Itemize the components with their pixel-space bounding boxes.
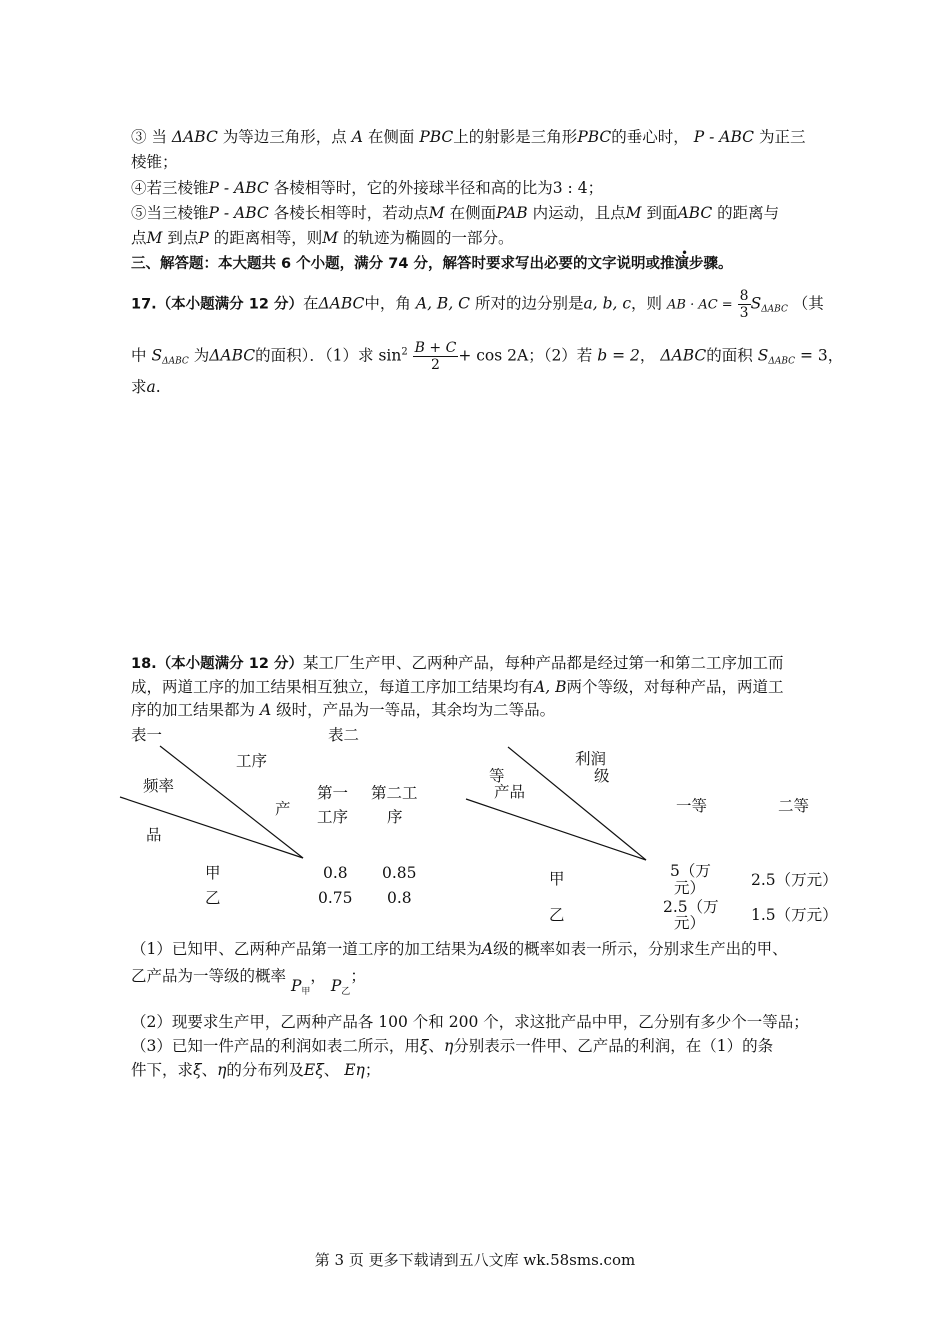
math: η — [443, 1037, 454, 1055]
math: S — [151, 346, 163, 365]
text: ， — [827, 346, 844, 365]
text: ； — [350, 967, 366, 985]
table2-header-deng: 等 — [489, 767, 505, 785]
text: 件下，求 — [131, 1061, 194, 1079]
table2-row-name: 甲 — [549, 870, 565, 888]
math: 3 : 4 — [552, 179, 588, 197]
math: P - ABC — [208, 204, 269, 222]
question-number: 18. — [131, 656, 157, 672]
math: a, b, c — [583, 294, 632, 313]
text: . — [155, 378, 161, 396]
text: 各棱长相等时，若动点 — [273, 204, 429, 222]
text: ； — [364, 1061, 381, 1079]
subscript: ΔABC — [162, 356, 189, 367]
text: 点 — [131, 229, 147, 247]
denominator: 2 — [431, 357, 440, 373]
table2-cell: 1.5（万元） — [751, 906, 838, 924]
text: 、 — [428, 1037, 444, 1055]
math: ΔABC — [660, 346, 707, 365]
text: 为等边三角形，点 — [222, 128, 347, 146]
text: 的距离相等，则 — [213, 229, 323, 247]
text: 的面积 — [706, 346, 753, 365]
math: A, B — [534, 678, 567, 696]
table1-row-name: 甲 — [205, 864, 221, 882]
text: 求 — [131, 378, 147, 396]
table2-cell: 5（万 — [670, 862, 711, 880]
math: sin — [378, 346, 402, 365]
text: 在侧面 — [367, 128, 415, 146]
text: 的距离与 — [717, 204, 780, 222]
table2-row-name: 乙 — [549, 906, 565, 924]
text: 在侧面 — [449, 204, 497, 222]
text: ； — [587, 179, 604, 197]
text: （其 — [792, 294, 824, 313]
math: S — [750, 294, 762, 313]
text: （3）已知一件产品的利润如表二所示，用 — [131, 1037, 420, 1055]
circle-number: ⑤ — [131, 204, 147, 222]
table1-row-name: 乙 — [205, 889, 221, 907]
math: P — [198, 229, 209, 247]
table2-header-lirun: 利润 — [575, 750, 607, 768]
table2-cell: 元） — [674, 879, 706, 897]
text: 序的加工结果都为 — [131, 701, 256, 719]
text: 若三棱锥 — [146, 179, 209, 197]
text: 的面积）．（1）求 — [255, 346, 374, 365]
text: 上的射影是三角形 — [453, 128, 578, 146]
table1-header-pinlv: 频率 — [143, 777, 175, 795]
text: 为正三 — [758, 128, 806, 146]
table1-header-gongxu: 工序 — [236, 752, 268, 770]
page-footer: 第 3 页 更多下载请到五八文库 wk.58sms.com — [314, 1251, 636, 1269]
section-3-heading: 三、解答题：本大题共 6 个小题，满分 74 分，解答时要求写出必要的文字说明或推演步骤。 — [131, 256, 733, 272]
text: 的分布列及 — [226, 1061, 304, 1079]
math: + cos 2A — [458, 346, 529, 365]
text: 中，角 — [364, 294, 411, 313]
math: ξ — [193, 1061, 202, 1079]
math: a — [146, 378, 156, 396]
math: PBC — [577, 128, 612, 146]
circle-number: ④ — [131, 179, 147, 197]
math: A — [481, 940, 494, 958]
text: ， — [639, 346, 656, 365]
text: 内运动，且点 — [532, 204, 626, 222]
subscript: ΔABC — [761, 304, 788, 315]
text: ，则 — [631, 294, 663, 313]
text: 的轨迹为椭圆的一部分。 — [343, 229, 514, 247]
math: b = 2 — [597, 346, 640, 365]
text: 某工厂生产甲、乙两种产品，每种产品都是经过第一和第二工序加工而 — [302, 654, 784, 672]
table2-cell: 2.5（万元） — [751, 871, 838, 889]
numerator: 8 — [739, 288, 749, 304]
question-number: 17. — [131, 296, 157, 313]
score-label: （本小题满分 12 分） — [156, 296, 303, 313]
table2-cell: 元） — [674, 914, 706, 932]
math: ΔABC — [209, 346, 256, 365]
table1-cell: 0.8 — [387, 889, 412, 907]
math: A — [351, 128, 363, 146]
table1-col1-b: 工序 — [317, 808, 349, 826]
math: PAB — [496, 204, 528, 222]
text: 在 — [302, 294, 319, 313]
math: P — [290, 977, 302, 995]
text: 当三棱锥 — [146, 204, 209, 222]
table1-cell: 0.75 — [318, 889, 353, 907]
text: 级时，产品为一等品，其余均为二等品。 — [276, 701, 556, 719]
text: 到面 — [646, 204, 678, 222]
table2-header-ji: 级 — [594, 767, 610, 785]
q18-part1-line-2 — [131, 966, 366, 997]
table2-cell: 2.5（万 — [663, 898, 719, 916]
table1-caption: 表一 — [131, 726, 163, 744]
text: 分别表示一件甲、乙产品的利润，在（1）的条 — [453, 1037, 774, 1055]
math: M — [322, 229, 339, 247]
q18-part3-line-1 — [131, 1036, 773, 1056]
text: 、 — [201, 1061, 218, 1079]
table1-col1-a: 第一 — [317, 784, 349, 802]
text: 级的概率如表一所示，分别求生产出的甲、 — [493, 940, 788, 958]
text: 、 — [323, 1061, 340, 1079]
math: P - ABC — [693, 128, 754, 146]
text: 当 — [151, 128, 167, 146]
math: ABC — [677, 204, 713, 222]
text: ， — [310, 967, 326, 985]
superscript: 2 — [401, 346, 408, 358]
q18-part2: （2）现要求生产甲，乙两种产品各 100 个和 200 个，求这批产品中甲，乙分别有多少个一等品； — [131, 1013, 809, 1031]
math: M — [428, 204, 445, 222]
math: P — [330, 977, 342, 995]
math: AB · AC = — [667, 297, 733, 313]
math: S — [757, 346, 769, 365]
math: ΔABC — [171, 128, 218, 146]
subscript: 乙 — [341, 987, 351, 997]
text: 乙产品为一等级的概率 — [131, 967, 287, 985]
math: M — [625, 204, 642, 222]
math: PBC — [419, 128, 454, 146]
table1-col2-a: 第二工 — [371, 784, 418, 802]
text: 棱锥； — [131, 153, 178, 171]
text: 所对的边分别是 — [474, 294, 584, 313]
table1-header-pin: 品 — [146, 826, 162, 844]
subscript: ΔABC — [768, 356, 796, 367]
text: 中 — [131, 346, 147, 365]
denominator: 3 — [739, 305, 749, 321]
math: η — [217, 1061, 227, 1079]
numerator: B + C — [414, 340, 457, 356]
table1-header-chan: 产 — [275, 800, 291, 818]
math: P - ABC — [208, 179, 269, 197]
text: 为 — [193, 346, 210, 365]
table1-cell: 0.8 — [323, 864, 348, 882]
text: ；（2）若 — [528, 346, 593, 365]
math: A, B, C — [415, 294, 471, 313]
math: Eη — [344, 1061, 365, 1079]
q18-part3-line-2 — [131, 1060, 380, 1080]
table1-col2-b: 序 — [387, 808, 403, 826]
text: 的垂心时， — [611, 128, 689, 146]
text: 两个等级，对每种产品，两道工 — [566, 678, 784, 696]
table2-col2: 二等 — [778, 797, 810, 815]
math: Eξ — [303, 1061, 324, 1079]
math: A — [259, 701, 272, 719]
text: （1）已知甲、乙两种产品第一道工序的加工结果为 — [131, 940, 482, 958]
vector-dot: • — [681, 246, 689, 260]
math: ΔABC — [318, 294, 365, 313]
table2-caption: 表二 — [328, 726, 360, 744]
math: = 3 — [799, 346, 828, 365]
subscript: 甲 — [301, 987, 311, 997]
table1-cell: 0.85 — [382, 864, 417, 882]
text: 各棱相等时，它的外接球半径和高的比为 — [273, 179, 553, 197]
table2-header-chanpin: 产品 — [494, 783, 526, 801]
circle-number: ③ — [131, 128, 147, 146]
table2-col1: 一等 — [676, 797, 708, 815]
q18-part1-line-1 — [131, 939, 788, 959]
text: 到点 — [167, 229, 199, 247]
math: ξ — [419, 1037, 429, 1055]
score-label: （本小题满分 12 分） — [156, 656, 303, 672]
text: 成，两道工序的加工结果相互独立，每道工序加工结果均有 — [131, 678, 535, 696]
math: M — [146, 229, 163, 247]
